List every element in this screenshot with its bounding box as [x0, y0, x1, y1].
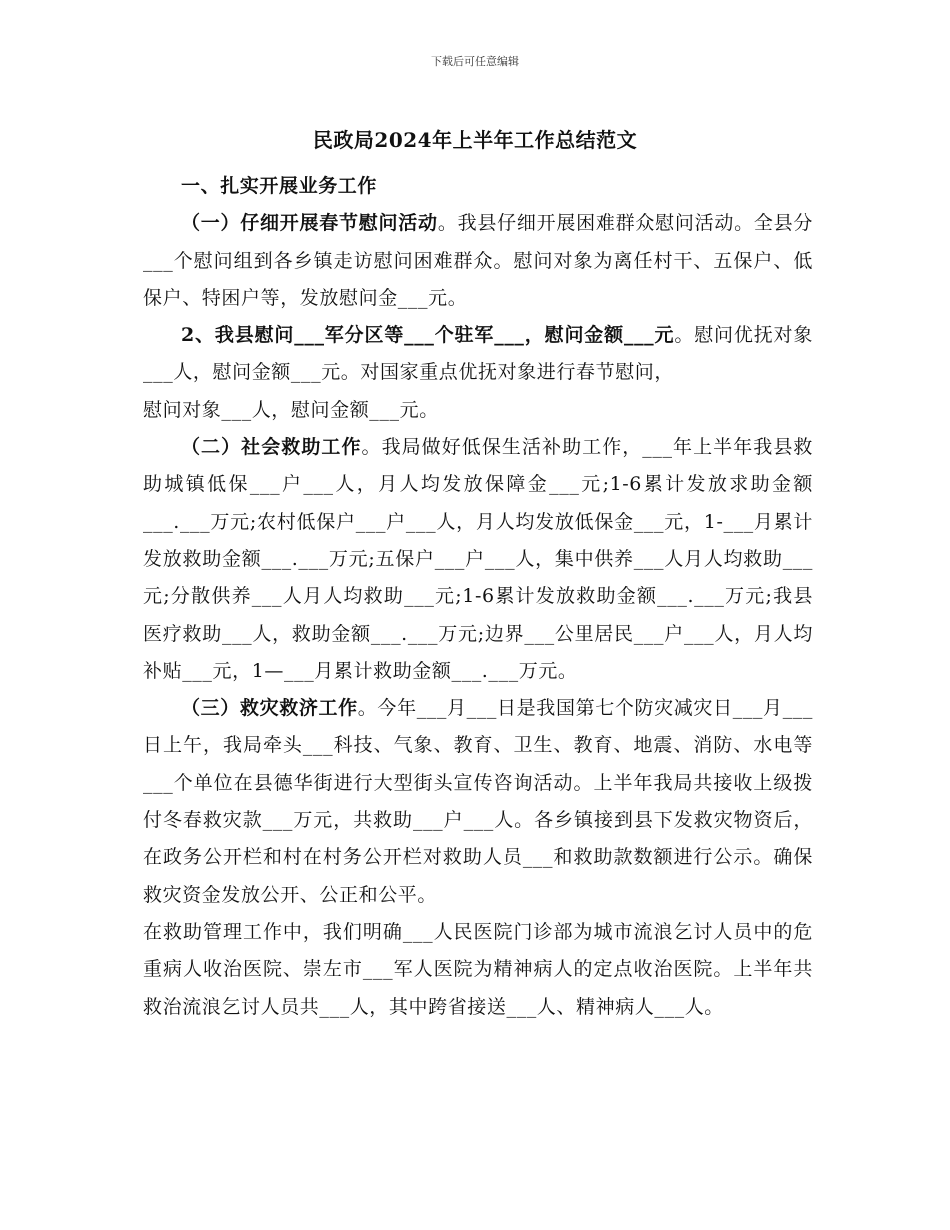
- paragraph-social-assistance: [143, 429, 813, 690]
- document-body: [143, 168, 813, 1026]
- paragraph-disaster-relief-tail: 在救助管理工作中，我们明确___人民医院门诊部为城市流浪乞讨人员中的危重病人收治医院、崇左市___军人医院为精神病人的定点收治医院。上半年共救治流浪乞讨人员共___人，其中跨省接送___人、精神病人___人。: [143, 920, 813, 1018]
- document-title: 民政局2024年上半年工作总结范文: [312, 128, 638, 152]
- paragraph-lead: （一）仔细开展春节慰问活动: [181, 212, 438, 235]
- paragraph-military-visit-tail: 慰问对象___人，慰问金额___元。: [143, 398, 439, 421]
- section-heading: 一、扎实开展业务工作: [181, 175, 378, 197]
- page-header: 下载后可任意编辑: [431, 55, 519, 68]
- paragraph-lead: 2、我县慰问___军分区等___个驻军___，慰问金额___元: [181, 324, 675, 347]
- paragraph-text: 。今年___月___日是我国第七个防灾减灾日___月___日上午，我局牵头___科技、气象、教育、卫生、教育、地震、消防、水电等___个单位在县德华街进行大型街头宣传咨询活动。上半年我局共接收上级拨付冬春救灾款___万元，共救助___户___人。各乡镇接到县下发救灾物资后，在政务公开栏和村在村务公开栏对救助人员___和救助款数额进行公示。确保救灾资金发放公开、公正和公平。: [143, 697, 814, 906]
- paragraph-spring-festival: [143, 205, 813, 317]
- paragraph-disaster-relief: [143, 690, 813, 914]
- paragraph-text: 。我县仔细开展困难群众慰问活动。全县分___个慰问组到各乡镇走访慰问困难群众。慰问对象为离任村干、五保户、低保户、特困户等，发放慰问金___元。: [143, 212, 813, 309]
- paragraph-text: 。慰问优抚对象___人，慰问金额___元。对国家重点优抚对象进行春节慰问，: [143, 324, 814, 384]
- paragraph-lead: （三）救灾救济工作: [181, 697, 358, 720]
- paragraph-text: 。我局做好低保生活补助工作，___年上半年我县救助城镇低保___户___人，月人均发放保障金___元;1-6累计发放求助金额___.___万元;农村低保户___户___人，月人均发放低保金___元，1-___月累计发放救助金额___.___万元;五保户___户___人，集中供养___人月人均救助___元;分散供养___人月人均救助___元;1-6累计发放救助金额___.___万元;我县医疗救助___人，救助金额___.___万元;边界___公里居民___户___人，月人均补贴___元，1—___月累计救助金额___.___万元。: [143, 436, 813, 682]
- paragraph-military-visit: [143, 317, 813, 392]
- paragraph-lead: （二）社会救助工作: [181, 436, 362, 459]
